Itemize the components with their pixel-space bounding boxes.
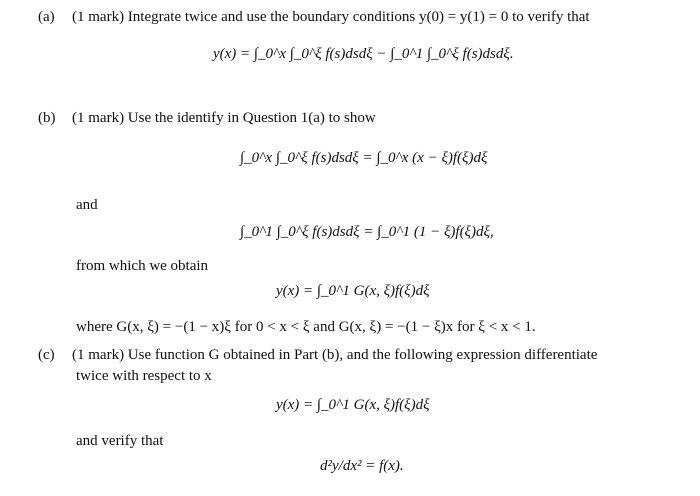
part-c-equation-2: d²y/dx² = f(x).: [320, 458, 404, 474]
part-b-and-text: and: [76, 197, 98, 213]
part-b-obtain-text: from which we obtain: [76, 258, 209, 274]
part-b-where-text: where G(x, ξ) = −(1 − x)ξ for 0 < x < ξ and G(x, ξ) = −(1 − ξ)x for ξ < x < 1.: [76, 319, 536, 335]
part-c-equation-1: y(x) = ∫_0^1 G(x, ξ)f(ξ)dξ: [276, 397, 430, 413]
part-b-equation-1: ∫_0^x ∫_0^ξ f(s)dsdξ = ∫_0^x (x − ξ)f(ξ)dξ: [240, 150, 488, 166]
part-c-text-line-2: twice with respect to x: [76, 368, 212, 384]
part-b-label: (b): [38, 110, 56, 126]
part-b-equation-2: ∫_0^1 ∫_0^ξ f(s)dsdξ = ∫_0^1 (1 − ξ)f(ξ)dξ,: [240, 224, 494, 240]
part-b-equation-3: y(x) = ∫_0^1 G(x, ξ)f(ξ)dξ: [276, 283, 430, 299]
part-a-label: (a): [38, 9, 55, 25]
part-b-text: (1 mark) Use the identify in Question 1(a) to show: [72, 110, 376, 126]
part-a-text: (1 mark) Integrate twice and use the boundary conditions y(0) = y(1) = 0 to verify that: [72, 9, 590, 25]
part-a-equation: y(x) = ∫_0^x ∫_0^ξ f(s)dsdξ − ∫_0^1 ∫_0^ξ f(s)dsdξ.: [213, 46, 514, 62]
part-c-label: (c): [38, 347, 55, 363]
part-c-text-line-1: (1 mark) Use function G obtained in Part (b), and the following expression differentiate: [72, 347, 598, 363]
part-c-verify-text: and verify that: [76, 433, 164, 449]
